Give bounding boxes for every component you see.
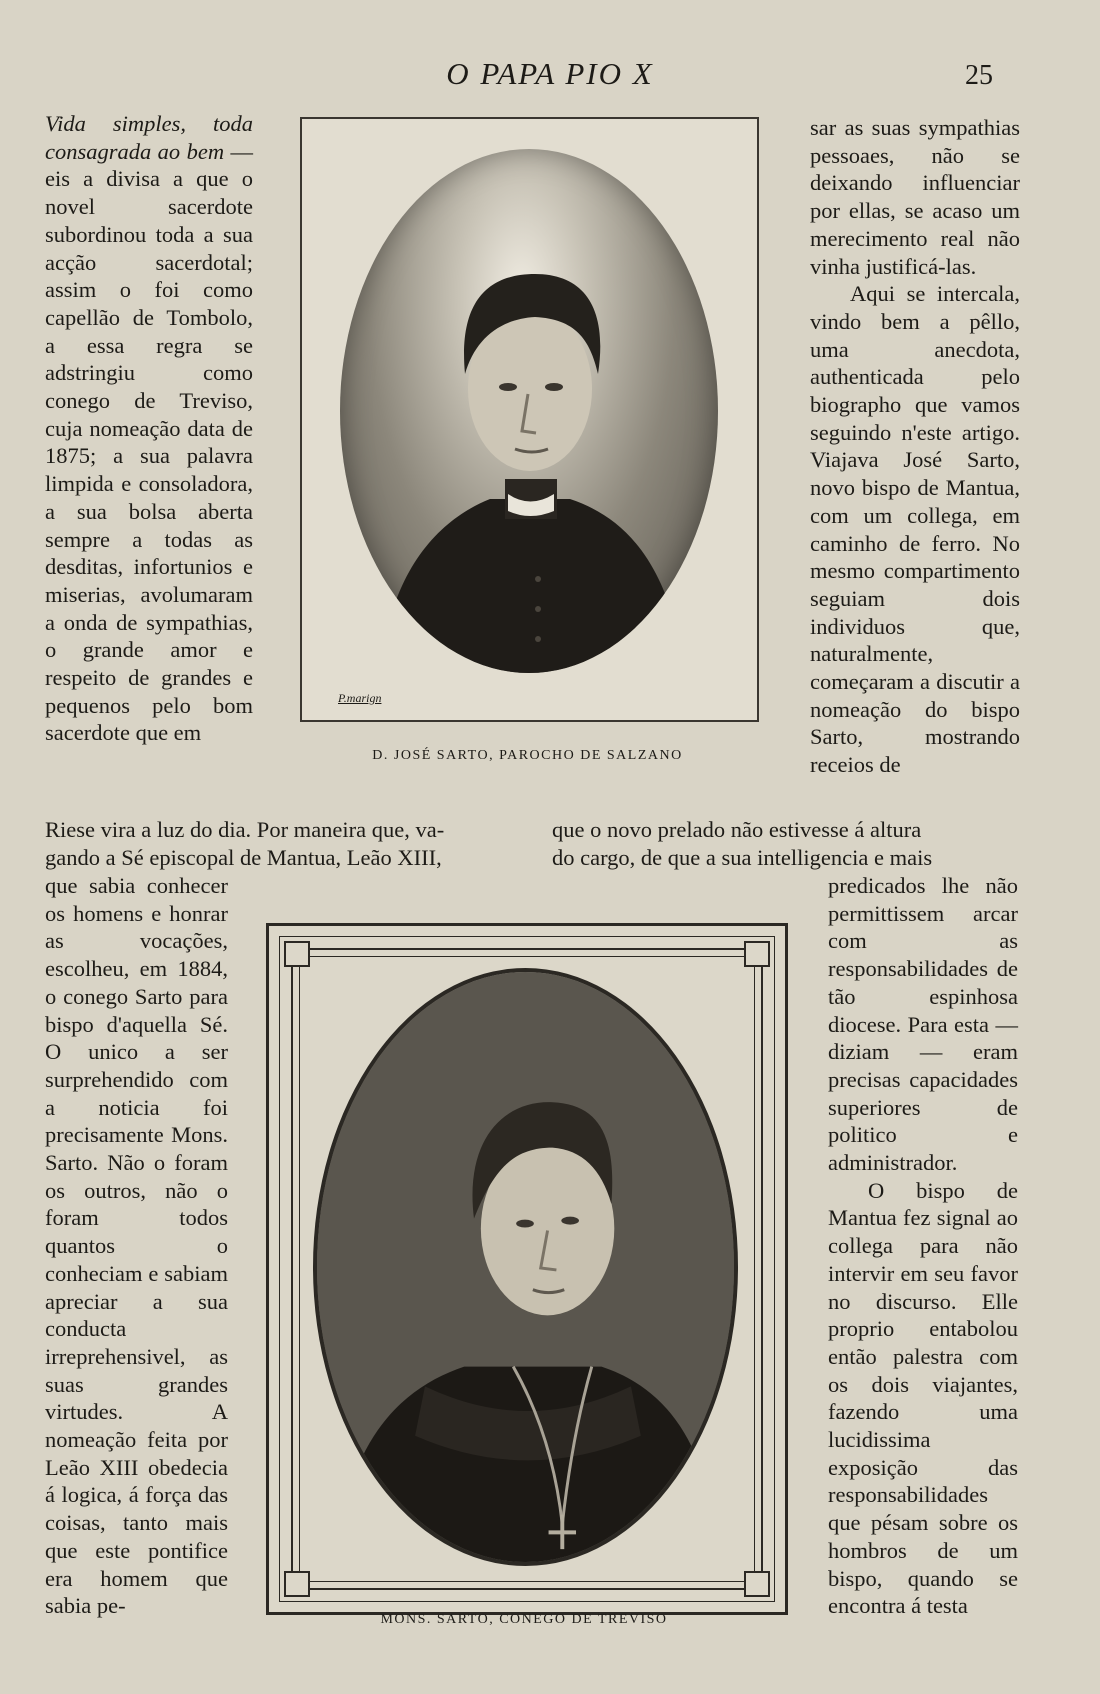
spanning-line-left-2: gando a Sé episcopal de Mantua, Leão XIII, xyxy=(45,844,442,870)
portrait-frame-parish-priest xyxy=(300,117,759,722)
portrait-frame-canon xyxy=(266,923,788,1615)
right-column-top xyxy=(810,114,1020,779)
spanning-lines-right xyxy=(552,816,1022,871)
frame-corner-ornament xyxy=(744,1571,770,1597)
left-column-bottom xyxy=(45,872,228,1620)
spanning-line-right-2: do cargo, de que a sua intelligencia e mais xyxy=(552,844,933,870)
right-paragraph-2: Aqui se intercala, vindo bem a pêllo, uma anecdota, authenticada pelo biographo que vamos seguindo n'este artigo. Viajava José Sarto, novo bispo de Mantua, com um collega, em caminho de ferro. No mesmo compartimento seguiam dois individuos que, naturalmente, começaram a discutir a nomeação do bispo Sarto, mostrando receios de xyxy=(810,281,1020,778)
right-column-bottom xyxy=(828,872,1018,1620)
right-bottom-paragraph-1: predicados lhe não permittissem arcar com as responsabilidades de tão espinhosa diocese. Para esta — diziam — eram precisas capacidades superiores de politico e administrador. xyxy=(828,873,1018,1176)
page-number: 25 xyxy=(965,60,993,91)
caption-parish-priest: D. JOSÉ SARTO, PAROCHO DE SALZANO xyxy=(372,748,683,763)
photographer-signature: P.marign xyxy=(338,691,382,705)
right-bottom-paragraph-2: O bispo de Mantua fez signal ao collega para não intervir em seu favor no discurso. Elle proprio entabolou então palestra com os dois viajantes, fazendo uma lucidissima exposição das responsabilidades que pésam sobre os hombros de um bispo, quando se encontra á testa xyxy=(828,1177,1018,1619)
left-bottom-paragraph: que sabia conhecer os homens e honrar as vocações, escolheu, em 1884, o conego Sarto para bispo d'aquella Sé. O unico a ser surprehendido com a noticia foi precisamente Mons. Sarto. Não o foram os outros, não o foram todos quantos o conheciam e sabiam apreciar a sua conducta irreprehensivel, as suas grandes virtudes. A nomeação feita por Leão XIII obedecia á logica, á força das coisas, tanto mais que este pontifice era homem que sabia pe- xyxy=(45,873,228,1619)
frame-corner-ornament xyxy=(284,1571,310,1597)
portrait-photo-canon xyxy=(313,968,738,1566)
frame-corner-ornament xyxy=(744,941,770,967)
right-paragraph-1: sar as suas sympathias pessoaes, não se deixando influenciar por ellas, se acaso um merecimento real não vinha justificá-las. xyxy=(810,115,1020,279)
running-title: O PAPA PIO X xyxy=(446,56,654,91)
spanning-line-left-1: Riese vira a luz do dia. Por maneira que, va- xyxy=(45,817,445,842)
left-column-top xyxy=(45,110,253,747)
portrait-photo-parish-priest xyxy=(340,149,718,673)
spanning-lines-left xyxy=(45,816,510,871)
lead-italic-text: Vida simples, toda consagrada ao bem xyxy=(45,111,253,164)
caption-canon: MONS. SARTO, CONEGO DE TREVISO xyxy=(380,1612,668,1627)
lead-body-text: — eis a divisa a que o novel sacerdote subordinou toda a sua acção sacerdotal; assim o foi como capellão de Tombolo, a essa regra se adstringiu como conego de Treviso, cuja nomeação data de 1875; a sua palavra limpida e consoladora, a sua bolsa aberta sempre a todas as desditas, infortunios e miserias, avolumaram a onda de sympathias, o grande amor e respeito de grandes e pequenos pelo bom sacerdote que em xyxy=(45,138,253,746)
frame-corner-ornament xyxy=(284,941,310,967)
spanning-line-right-1: que o novo prelado não estivesse á altura xyxy=(552,817,922,842)
